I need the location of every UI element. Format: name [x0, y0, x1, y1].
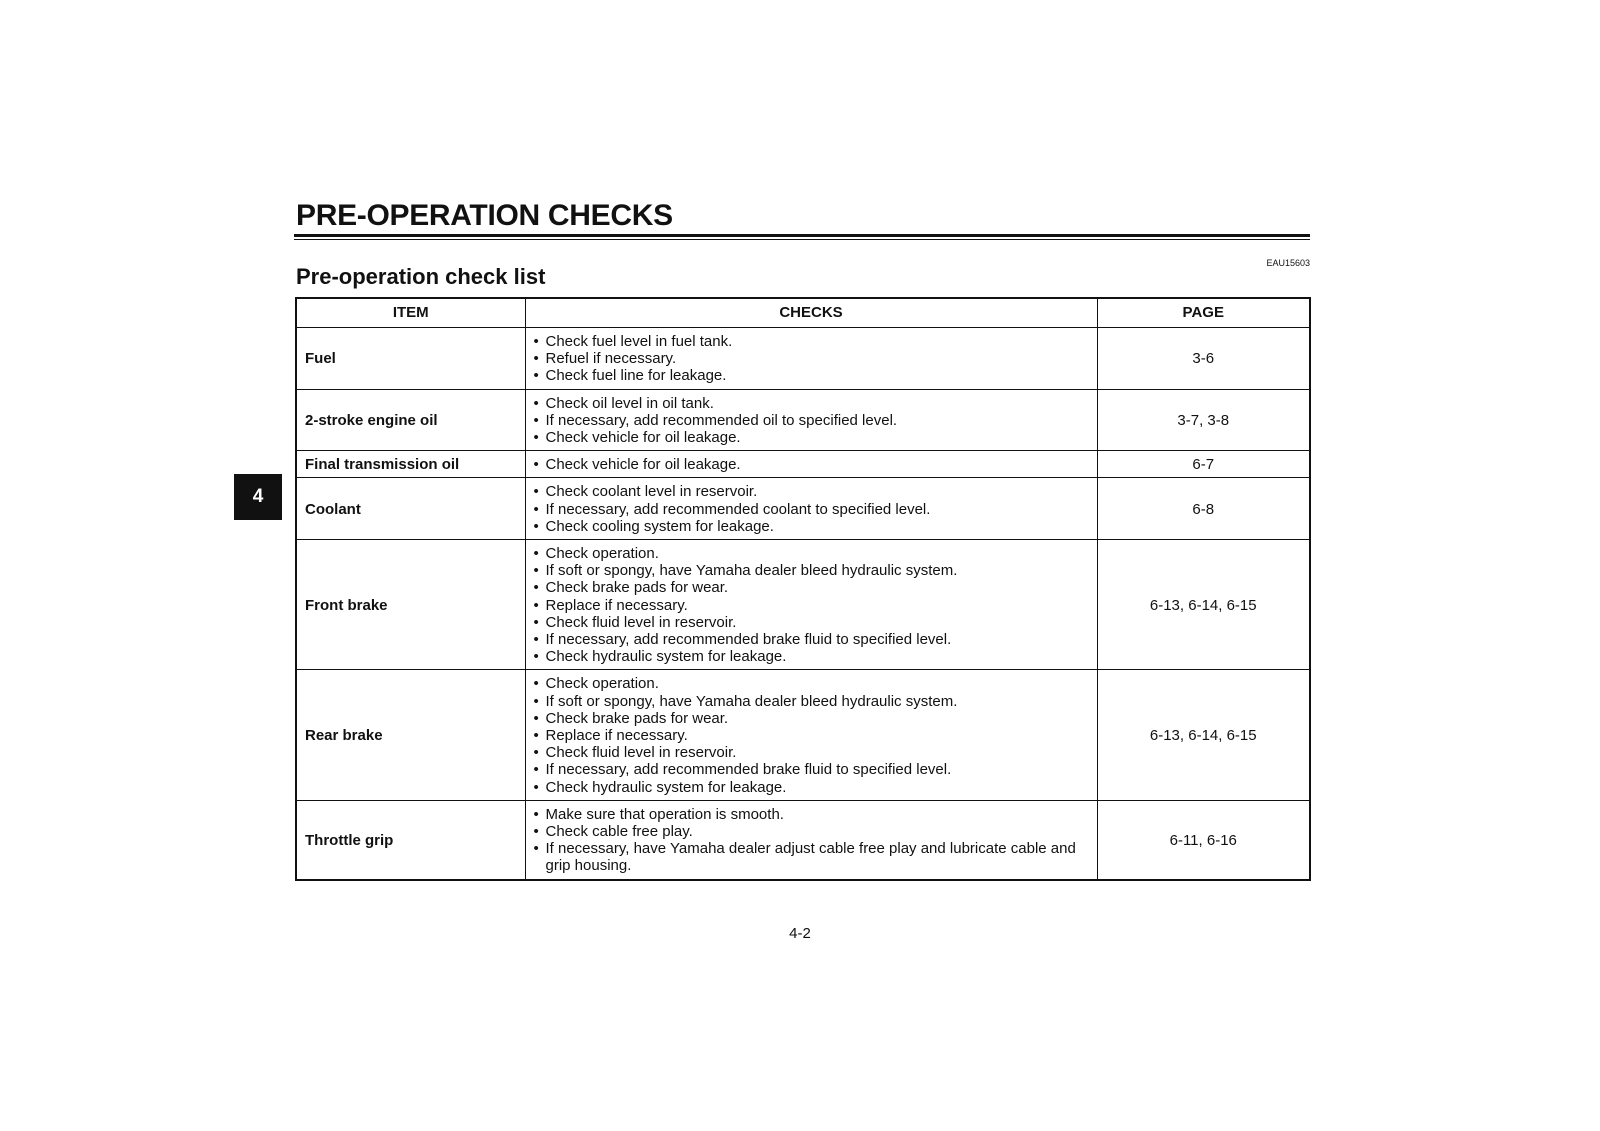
check-item: • Check cable free play.: [534, 823, 1089, 840]
page-number: 4-2: [789, 925, 811, 942]
checks-list: [534, 395, 1089, 447]
checks-cell: [525, 389, 1097, 451]
check-item: • Check brake pads for wear.: [534, 710, 1089, 727]
check-item: • Check operation.: [534, 675, 1089, 692]
item-cell: Fuel: [296, 328, 525, 390]
check-item: • If necessary, add recommended coolant to specified level.: [534, 501, 1089, 518]
table-row: [296, 540, 1310, 670]
page-ref-cell: 3-7, 3-8: [1097, 389, 1310, 451]
table-header-row: [296, 298, 1310, 328]
checks-list: [534, 333, 1089, 385]
check-item: • Check operation.: [534, 545, 1089, 562]
table-row: [296, 478, 1310, 540]
document-code: EAU15603: [1266, 258, 1310, 268]
item-cell: Coolant: [296, 478, 525, 540]
page-ref-cell: 6-13, 6-14, 6-15: [1097, 670, 1310, 800]
checks-cell: [525, 670, 1097, 800]
table-row: [296, 328, 1310, 390]
page-title: PRE-OPERATION CHECKS: [296, 199, 673, 232]
column-header-item: ITEM: [296, 298, 525, 328]
check-item: • Check fluid level in reservoir.: [534, 614, 1089, 631]
check-item: • Check hydraulic system for leakage.: [534, 648, 1089, 665]
checks-list: [534, 806, 1089, 875]
title-divider: [294, 234, 1310, 240]
item-cell: Final transmission oil: [296, 451, 525, 478]
column-header-checks: CHECKS: [525, 298, 1097, 328]
check-item: • If soft or spongy, have Yamaha dealer bleed hydraulic system.: [534, 693, 1089, 710]
check-item: • If necessary, add recommended brake fluid to specified level.: [534, 631, 1089, 648]
check-item: • Check coolant level in reservoir.: [534, 483, 1089, 500]
check-item: • Check fluid level in reservoir.: [534, 744, 1089, 761]
check-item: • If necessary, add recommended brake fluid to specified level.: [534, 761, 1089, 778]
checks-cell: [525, 328, 1097, 390]
section-title: Pre-operation check list: [296, 264, 546, 289]
page-ref-cell: 6-13, 6-14, 6-15: [1097, 540, 1310, 670]
check-item: • If necessary, add recommended oil to specified level.: [534, 412, 1089, 429]
table-body: [296, 328, 1310, 880]
check-item: • If necessary, have Yamaha dealer adjust cable free play and lubricate cable and grip housing.: [534, 840, 1089, 874]
checks-cell: [525, 540, 1097, 670]
checks-list: [534, 675, 1089, 795]
check-item: • Check hydraulic system for leakage.: [534, 779, 1089, 796]
item-cell: Rear brake: [296, 670, 525, 800]
table-row: [296, 451, 1310, 478]
check-item: • Check fuel level in fuel tank.: [534, 333, 1089, 350]
column-header-page: PAGE: [1097, 298, 1310, 328]
checks-list: [534, 456, 1089, 473]
check-item: • Replace if necessary.: [534, 597, 1089, 614]
table-row: [296, 389, 1310, 451]
check-item: • Check cooling system for leakage.: [534, 518, 1089, 535]
item-cell: Throttle grip: [296, 800, 525, 879]
checks-cell: [525, 451, 1097, 478]
checks-cell: [525, 478, 1097, 540]
check-item: • Make sure that operation is smooth.: [534, 806, 1089, 823]
check-item: • Check vehicle for oil leakage.: [534, 429, 1089, 446]
page-ref-cell: 6-7: [1097, 451, 1310, 478]
pre-operation-check-table: [295, 297, 1311, 881]
check-item: • Check brake pads for wear.: [534, 579, 1089, 596]
page-ref-cell: 6-8: [1097, 478, 1310, 540]
check-item: • Check oil level in oil tank.: [534, 395, 1089, 412]
item-cell: 2-stroke engine oil: [296, 389, 525, 451]
check-item: • Check vehicle for oil leakage.: [534, 456, 1089, 473]
page-ref-cell: 3-6: [1097, 328, 1310, 390]
item-cell: Front brake: [296, 540, 525, 670]
table-row: [296, 670, 1310, 800]
check-item: • Replace if necessary.: [534, 727, 1089, 744]
checks-list: [534, 545, 1089, 665]
table-row: [296, 800, 1310, 879]
page-ref-cell: 6-11, 6-16: [1097, 800, 1310, 879]
checks-list: [534, 483, 1089, 535]
checks-cell: [525, 800, 1097, 879]
check-item: • Check fuel line for leakage.: [534, 367, 1089, 384]
chapter-tab: 4: [234, 474, 282, 520]
check-item: • Refuel if necessary.: [534, 350, 1089, 367]
check-item: • If soft or spongy, have Yamaha dealer bleed hydraulic system.: [534, 562, 1089, 579]
